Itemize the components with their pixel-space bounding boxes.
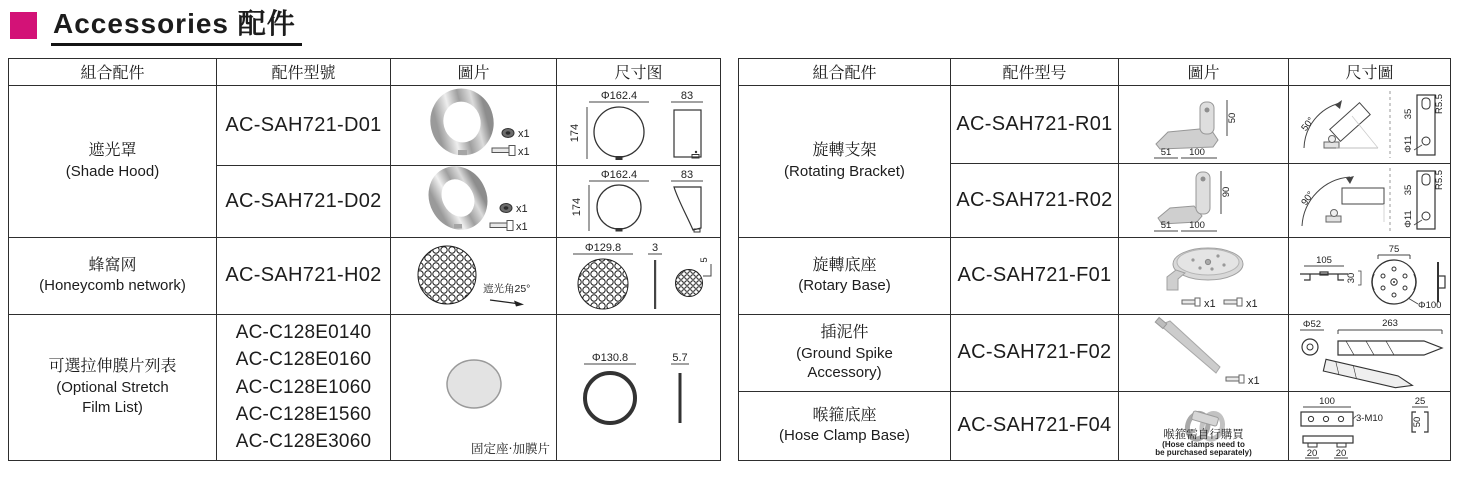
left-accessories-table: [8, 58, 721, 461]
dim-label: 20: [1306, 448, 1317, 460]
dims-f01: [1289, 237, 1451, 314]
dim-label: 35: [1402, 185, 1414, 196]
dim-label: 100: [1188, 147, 1205, 159]
dim-label: 100: [1188, 220, 1205, 232]
right-header-name: 組合配件: [739, 58, 951, 85]
hose-clamp-zh: 喉箍底座: [812, 406, 877, 424]
dim-label: 105: [1315, 255, 1332, 267]
stretch-film-zh: 可選拉伸膜片列表: [48, 358, 177, 376]
table-row-h02: [9, 237, 721, 314]
right-header-picture: 圖片: [1119, 58, 1289, 85]
film-image: [392, 332, 556, 442]
right-header-model: 配件型号: [951, 58, 1119, 85]
rotary-base-name: [739, 237, 951, 314]
base-flange: [1167, 270, 1185, 290]
stretch-film-en1: (Optional Stretch: [56, 379, 169, 397]
dim-label: Φ129.8: [584, 242, 621, 255]
dim-label: Φ11: [1402, 135, 1414, 154]
model-h02: AC-SAH721-H02: [217, 237, 391, 314]
page-title-zh: 配件: [237, 8, 296, 39]
screw-icon: [1182, 298, 1200, 306]
honeycomb-en: (Honeycomb network): [39, 277, 186, 295]
dims-d02-drawing: [558, 166, 720, 236]
dims-f04: [1289, 391, 1451, 460]
model-f02: AC-SAH721-F02: [951, 314, 1119, 391]
dim-label: 50: [1411, 417, 1423, 428]
dim-label: 51: [1160, 147, 1171, 159]
table-row-f02: [739, 314, 1451, 391]
dim-label: 20: [1335, 448, 1346, 460]
table-row-film: [9, 314, 721, 460]
stretch-film-name: [9, 314, 217, 460]
dim-label: Φ162.4: [600, 169, 637, 182]
picture-d01: [391, 85, 557, 165]
left-header-dimension: 尺寸图: [557, 58, 721, 85]
dim-label: 174: [568, 124, 581, 143]
picture-h02: [391, 237, 557, 314]
rotating-bracket-zh: 旋轉支架: [812, 142, 877, 160]
picture-f04: [1119, 391, 1289, 460]
screw-qty: x1: [1203, 298, 1216, 311]
hose-clamp-en: (Hose Clamp Base): [779, 427, 910, 445]
film-caption: 固定座‧加膜片: [471, 441, 550, 456]
honeycomb-zh: 蜂窩网: [88, 256, 137, 274]
page-title-en: Accessories: [53, 8, 230, 39]
film-disc: [447, 360, 501, 408]
screw-icon: [1224, 298, 1242, 306]
dim-label: Φ162.4: [600, 90, 637, 103]
nut-icon: [500, 204, 512, 213]
dim-label: 50°: [1298, 115, 1317, 134]
dim-label: 90: [1220, 187, 1232, 198]
bracket-arm: [1200, 102, 1214, 134]
ring-tab: [458, 150, 467, 155]
picture-film: [391, 314, 557, 460]
dim-label: 3: [651, 242, 658, 255]
dim-label: 50: [1226, 113, 1238, 124]
dim-label: Φ130.8: [591, 352, 628, 365]
picture-f01: [1119, 237, 1289, 314]
table-row-f01: [739, 237, 1451, 314]
rotating-bracket-en: (Rotating Bracket): [784, 162, 905, 180]
accessories-page: [0, 9, 1458, 483]
dims-r01-drawing: [1290, 86, 1450, 162]
table-row-f04: [739, 391, 1451, 460]
screw-qty: x1: [517, 146, 530, 159]
bracket-r01-image: [1120, 86, 1288, 162]
nut-icon: [502, 129, 514, 138]
rotary-base-en: (Rotary Base): [798, 277, 891, 295]
dims-h02: [557, 237, 721, 314]
dim-label: 83: [680, 169, 693, 182]
left-header-model: 配件型號: [217, 58, 391, 85]
dim-label: 5: [698, 257, 710, 263]
picture-d02: [391, 165, 557, 237]
dims-r01: [1289, 85, 1451, 163]
dim-label: 25: [1414, 396, 1425, 408]
hose-clamp-caption-en1: (Hose clamps need to: [1162, 440, 1245, 450]
ground-spike-zh: 插泥件: [820, 323, 869, 341]
accent-square-icon: [10, 12, 37, 39]
model-film-list: [217, 314, 391, 460]
dim-label: 100: [1318, 396, 1335, 408]
shade-hood-zh: 遮光罩: [88, 142, 137, 160]
honeycomb-name: [9, 237, 217, 314]
model-film: AC-C128E0160: [235, 349, 372, 371]
shade-hood-name: [9, 85, 217, 237]
model-d02: AC-SAH721-D02: [217, 165, 391, 237]
left-header-picture: 圖片: [391, 58, 557, 85]
dims-film: [557, 314, 721, 460]
arrow-icon: [514, 301, 524, 307]
dim-label: 83: [680, 90, 693, 103]
model-film: AC-C128E1060: [235, 376, 372, 398]
model-f01: AC-SAH721-F01: [951, 237, 1119, 314]
honeycomb-image: [392, 238, 556, 313]
dim-label: 3-M10: [1355, 413, 1383, 425]
dim-label: 90°: [1298, 189, 1317, 208]
nut-qty: x1: [517, 128, 530, 141]
model-r01: AC-SAH721-R01: [951, 85, 1119, 163]
screw-icon: [1226, 375, 1244, 383]
nut-qty: x1: [515, 203, 528, 216]
bracket-r02-image: [1120, 164, 1288, 236]
ground-spike-en1: (Ground Spike: [796, 344, 893, 362]
picture-r02: [1119, 163, 1289, 237]
picture-r01: [1119, 85, 1289, 163]
model-film: AC-C128E0140: [235, 321, 372, 343]
stretch-film-en2: Film List): [82, 398, 143, 416]
shade-hood-en: (Shade Hood): [65, 162, 160, 180]
dims-f04-drawing: [1290, 392, 1450, 459]
picture-f02: [1119, 314, 1289, 391]
shade-hood-d02-image: [392, 166, 556, 236]
dim-label: 263: [1381, 318, 1398, 330]
dims-film-drawing: [558, 315, 720, 459]
right-header-dimension: 尺寸圖: [1289, 58, 1451, 85]
dims-f01-drawing: [1290, 238, 1450, 313]
spike-iso-view: [1323, 360, 1413, 391]
spike-body: [1160, 321, 1220, 373]
dim-label: R5.5: [1433, 94, 1445, 115]
right-accessories-table: [738, 58, 1451, 461]
screw-qty: x1: [1247, 375, 1260, 388]
rotary-base-image: [1120, 238, 1288, 313]
shade-hood-d01-image: [392, 86, 556, 164]
dims-d01: [557, 85, 721, 165]
hose-clamp-name: [739, 391, 951, 460]
tables-container: [8, 58, 1458, 461]
right-header-row: [739, 58, 1451, 85]
ground-spike-en2: Accessory): [807, 364, 882, 382]
model-film: AC-C128E3060: [235, 431, 372, 453]
dims-r02: [1289, 163, 1451, 237]
rotating-bracket-name: [739, 85, 951, 237]
dims-h02-drawing: [558, 238, 720, 313]
screw-icon: [490, 221, 513, 231]
dim-label: Φ100: [1417, 300, 1441, 312]
page-header: [10, 9, 1458, 46]
dims-f02: [1289, 314, 1451, 391]
ring-graphic: [431, 90, 493, 154]
dim-label: 75: [1388, 244, 1399, 256]
model-film: AC-C128E1560: [235, 403, 372, 425]
model-f04: AC-SAH721-F04: [951, 391, 1119, 460]
dim-label: R5.5: [1433, 170, 1445, 191]
hose-clamp-caption-zh: 喉箍需自行購買: [1163, 428, 1244, 441]
screw-icon: [492, 146, 515, 156]
dim-label: 30: [1345, 273, 1357, 284]
dim-label: 35: [1402, 109, 1414, 120]
hose-clamp-caption-en2: be purchased separately): [1155, 448, 1252, 458]
dim-label: 174: [570, 198, 583, 217]
screw-qty: x1: [515, 221, 528, 234]
ring-tab: [454, 224, 462, 229]
shading-angle-label: 遮光角25°: [482, 283, 530, 296]
dims-d01-drawing: [558, 86, 720, 164]
dims-r02-drawing: [1290, 164, 1450, 236]
screw-qty: x1: [1245, 298, 1258, 311]
model-d01: AC-SAH721-D01: [217, 85, 391, 165]
dim-label: 51: [1160, 220, 1171, 232]
left-header-row: [9, 58, 721, 85]
dim-label: 5.7: [671, 352, 688, 365]
dims-f02-drawing: [1290, 315, 1450, 390]
left-header-name: 組合配件: [9, 58, 217, 85]
hose-clamp-caption: [1119, 429, 1288, 458]
model-r02: AC-SAH721-R02: [951, 163, 1119, 237]
rotary-base-zh: 旋轉底座: [812, 256, 877, 274]
table-row-r01: [739, 85, 1451, 163]
dims-d02: [557, 165, 721, 237]
ring-graphic: [426, 166, 489, 231]
dim-label: Φ52: [1302, 319, 1321, 331]
page-title: [51, 9, 302, 46]
ground-spike-name: [739, 314, 951, 391]
arrow-icon: [1335, 100, 1342, 109]
ground-spike-image: [1120, 315, 1288, 390]
dim-label: Φ11: [1402, 210, 1414, 229]
honeycomb-disc: [418, 246, 476, 304]
table-row-d01: [9, 85, 721, 165]
